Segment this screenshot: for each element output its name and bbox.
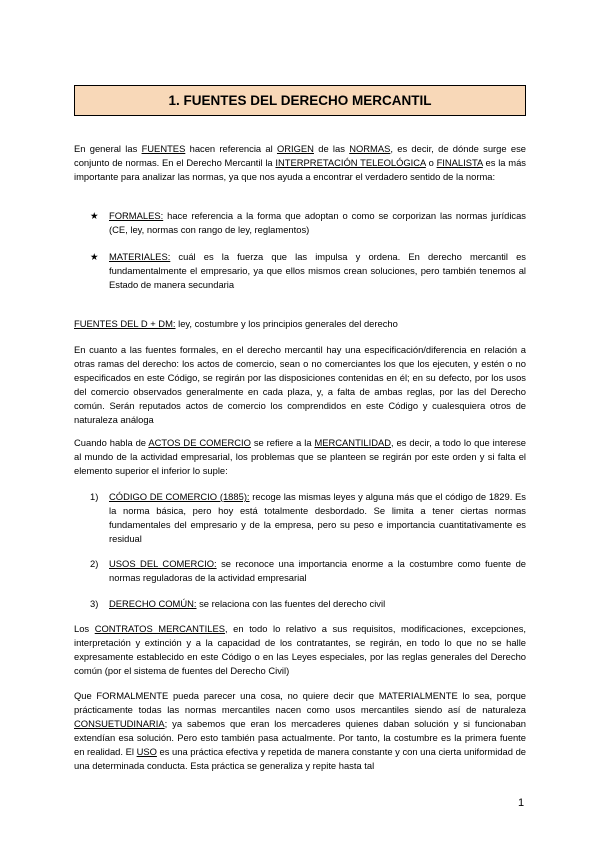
star-icon: ★	[90, 251, 99, 262]
formales-paragraph: En cuanto a las fuentes formales, en el derecho mercantil hay una especificación/diferencia en relación a otras ramas del derecho: los actos de comercio, sean o no comerciantes los que los ejecuten, y estén o no especificados en este Código, se regirán por las disposiciones contenidas en él; en su defecto, por los usos del comercio observados generalmente en cada plaza, y, a falta de ambas reglas, por las del Derecho común. Serán reputados actos de comercio los comprendidos en este Código y cualesquiera otros de naturaleza análoga	[74, 344, 526, 425]
normas-term: NORMAS	[349, 143, 391, 154]
page-number: 1	[518, 797, 525, 809]
fuentes-dm-line: FUENTES DEL D + DM: ley, costumbre y los principios generales del derecho	[74, 318, 398, 329]
costumbre-paragraph: Que FORMALMENTE pueda parecer una cosa, no quiere decir que MATERIALMENTE lo sea, porque prácticamente todas las normas mercantiles nacen como usos mercantiles siendo así de naturaleza CONSUETUDINARIA; ya sabemos que eran los mercaderes quienes daban solución y si funcionaban extendían esa solución. Pero esto también pasa actualmente. Por tanto, la costumbre es la primera fuente en realidad. El USO es una práctica efectiva y repetida de manera constante y con una cierta uniformidad de una determinada conducta. Esta práctica se generaliza y repite hasta tal	[74, 690, 527, 771]
interpretacion-term: INTERPRETACIÓN TELEOLÓGICA	[275, 157, 426, 168]
star-icon: ★	[90, 210, 99, 221]
origen-term: ORIGEN	[276, 143, 314, 154]
fuentes-term: FUENTES	[141, 143, 186, 154]
finalista-term: FINALISTA	[436, 157, 483, 168]
actos-paragraph: Cuando habla de ACTOS DE COMERCIO se refiere a la MERCANTILIDAD, es decir, a todo lo que interese al mundo de la actividad empresarial, los problemas que se planteen se regirán por este orden y si falta el elemento superior el inferior lo suple:	[74, 437, 526, 476]
intro-paragraph: En general las FUENTES hacen referencia al ORIGEN de las NORMAS, es decir, de dónde surge ese conjunto de normas. En el Derecho Mercantil la INTERPRETACIÓN TELEOLÓGICA o FINALISTA es la más importante para analizar las normas, ya que nos ayuda a encontrar el verdadero sentido de la norma:	[74, 143, 526, 182]
section-title: 1. FUENTES DEL DERECHO MERCANTIL	[74, 85, 526, 116]
contratos-paragraph: Los CONTRATOS MERCANTILES, en todo lo relativo a sus requisitos, modificaciones, excepciones, interpretación y extinción y a la capacidad de los contratantes, se regirán, en todo lo que no se halle expresamente establecido en este Código o en las Leyes especiales, por las reglas generales del Derecho común (por el sistema de fuentes del Derecho Civil)	[74, 623, 526, 676]
